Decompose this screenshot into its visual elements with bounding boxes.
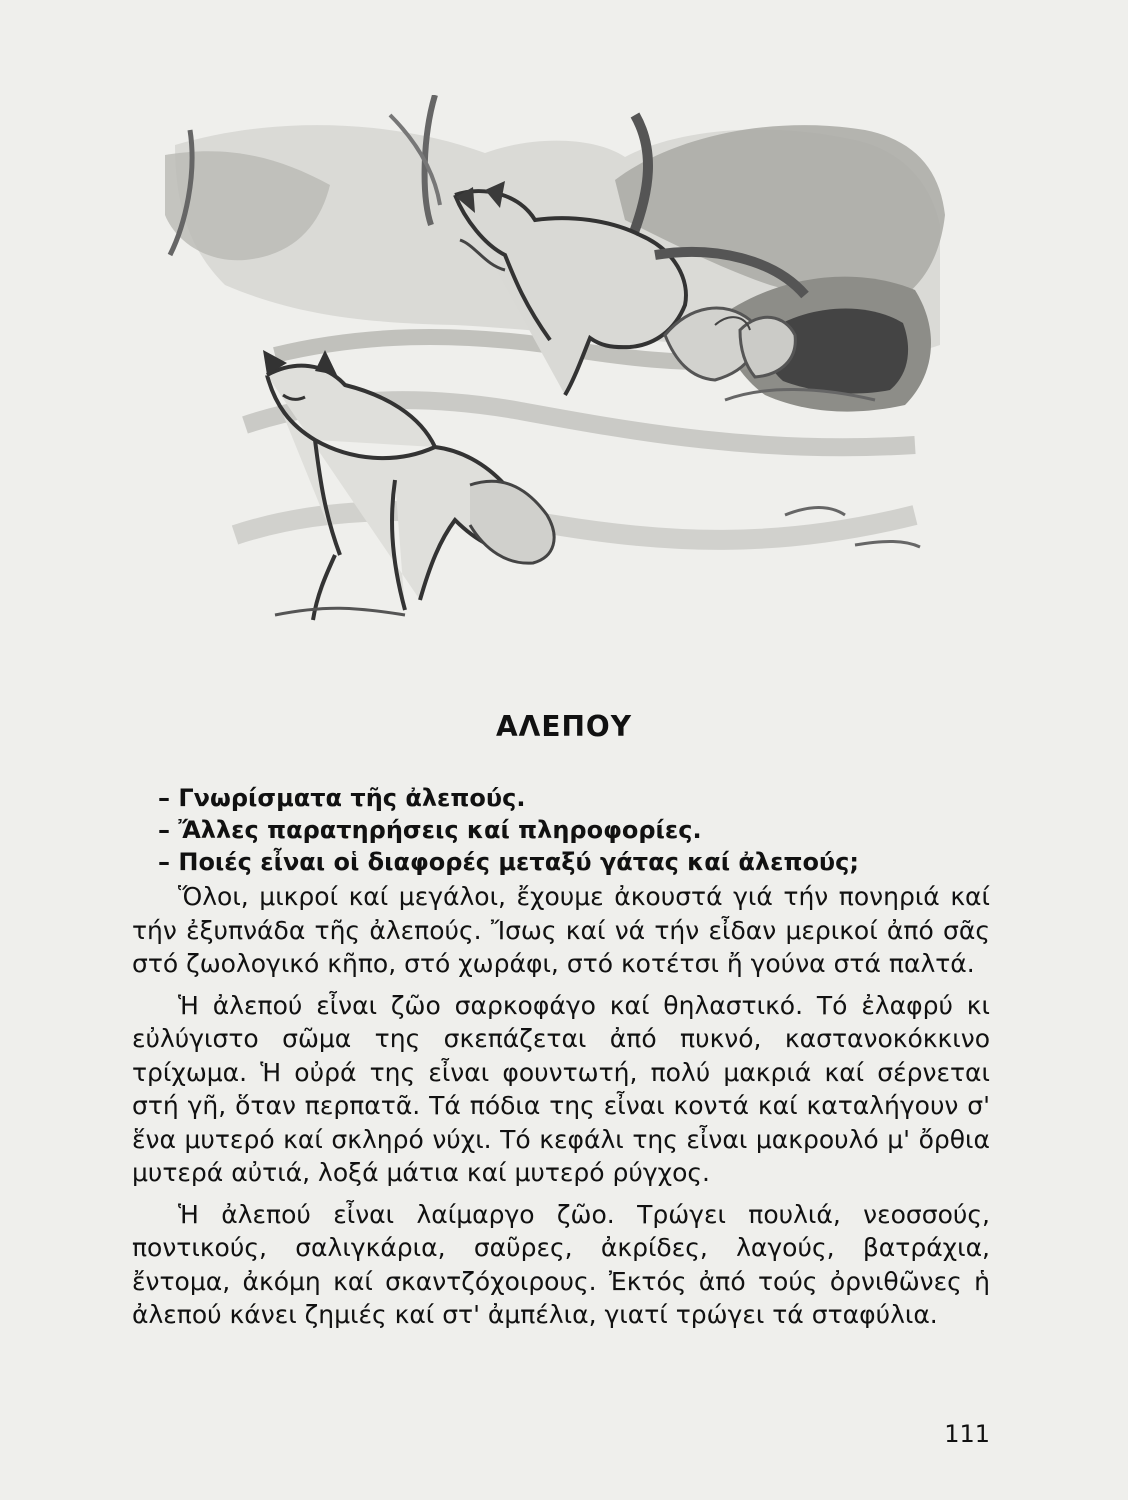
question-list xyxy=(158,782,998,878)
page-title: ΑΛΕΠΟΥ xyxy=(496,710,632,743)
fox-illustration xyxy=(155,95,950,655)
paragraph: Ἡ ἀλεπού εἶναι λαίμαργο ζῶο. Τρώγει πουλιά, νεοσσούς, ποντικούς, σαλιγκάρια, σαῦρες, ἀκρίδες, λαγούς, βατράχια, ἔντομα, ἀκόμη καί σκαντζόχοιρους. Ἐκτός ἀπό τούς ὀρνιθῶνες ἡ ἀλεπού κάνει ζημιές καί στ' ἀμπέλια, γιατί τρώγει τά σταφύλια. xyxy=(132,1199,990,1329)
question-item: – Γνωρίσματα τῆς ἀλεπούς. xyxy=(158,782,998,814)
article-body xyxy=(132,880,990,1340)
paragraph: Ἡ ἀλεπού εἶναι ζῶο σαρκοφάγο καί θηλαστικό. Τό ἐλαφρύ κι εὐλύγιστο σῶμα της σκεπάζεται ἀπό πυκνό, καστανοκόκκινο τρίχωμα. Ἡ οὐρά της εἶναι φουντωτή, πολύ μακριά καί σέρνεται στή γῆ, ὅταν περπατᾶ. Τά πόδια της εἶναι κοντά καί καταλήγουν σ' ἕνα μυτερό καί σκληρό νύχι. Τό κεφάλι της εἶναι μακρουλό μ' ὄρθια μυτερά αὐτιά, λοξά μάτια καί μυτερό ρύγχος. xyxy=(132,990,990,1187)
question-item: – Ἄλλες παρατηρήσεις καί πληροφορίες. xyxy=(158,814,998,846)
question-item: – Ποιές εἶναι οἱ διαφορές μεταξύ γάτας καί ἀλεπούς; xyxy=(158,846,998,878)
paragraph: Ὅλοι, μικροί καί μεγάλοι, ἔχουμε ἀκουστά γιά τήν πονηριά καί τήν ἐξυπνάδα τῆς ἀλεπούς. Ἴσως καί νά τήν εἶδαν μερικοί ἀπό σᾶς στό ζωολογικό κῆπο, στό χωράφι, στό κοτέτσι ἤ γούνα στά παλτά. xyxy=(132,882,990,978)
page-number: 111 xyxy=(944,1420,990,1448)
